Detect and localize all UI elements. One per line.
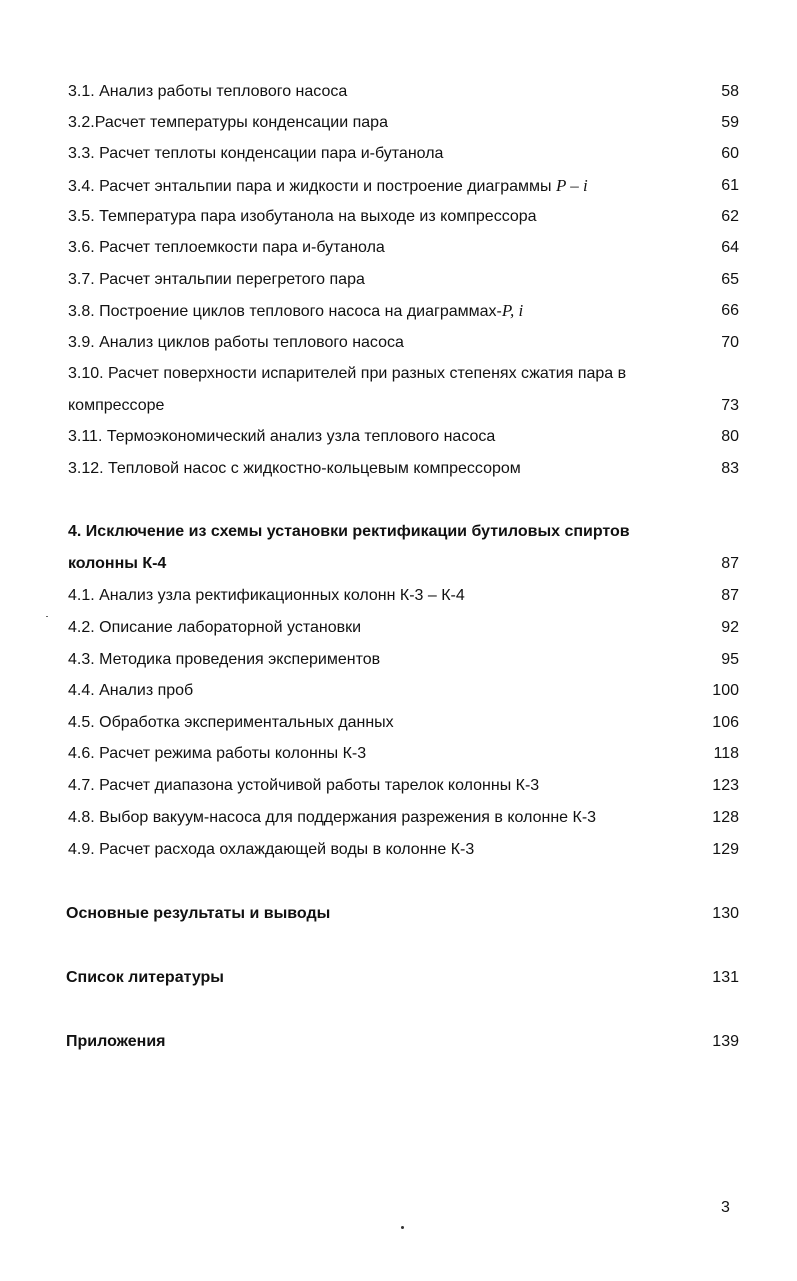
toc-entry <box>68 614 739 642</box>
toc-entry-page: 59 <box>721 114 739 131</box>
toc-entry-page: 92 <box>721 619 739 636</box>
math-expression: P, i <box>501 301 524 320</box>
toc-entry-page: 87 <box>721 587 739 604</box>
toc-entry-title: 4.8. Выбор вакуум-насоса для поддержания разрежения в колонне К-3 <box>68 809 597 826</box>
toc-entry <box>68 455 739 483</box>
toc-entry <box>68 360 739 388</box>
toc-entry-page: 139 <box>712 1033 739 1050</box>
toc-entry-page: 73 <box>721 397 739 414</box>
toc-entry <box>68 772 739 800</box>
toc-entry-title: 4.3. Методика проведения экспериментов <box>68 651 381 668</box>
toc-entry <box>68 78 739 106</box>
toc-entry <box>68 329 739 357</box>
toc-entry-page: 83 <box>721 460 739 477</box>
toc-entry <box>68 677 739 705</box>
toc-entry <box>68 836 739 864</box>
toc-entry-page: 87 <box>721 555 739 572</box>
toc-entry <box>68 804 739 832</box>
toc-entry-title: 3.7. Расчет энтальпии перегретого пара <box>68 271 365 288</box>
chapter-heading <box>68 550 739 578</box>
toc-entry-title: 3.9. Анализ циклов работы теплового насоса <box>68 334 404 351</box>
toc-entry-page: 106 <box>712 714 739 731</box>
toc-entry <box>68 740 739 768</box>
toc-entry <box>66 900 739 928</box>
toc-entry-title: 4.5. Обработка экспериментальных данных <box>68 714 394 731</box>
toc-entry <box>68 297 739 325</box>
toc-entry <box>68 140 739 168</box>
toc-entry-title: 4.4. Анализ проб <box>68 682 194 699</box>
toc-entry-page: 65 <box>721 271 739 288</box>
toc-entry-page: 58 <box>721 83 739 100</box>
toc-entry-title-text: 3.4. Расчет энтальпии пара и жидкости и построение диаграммы <box>68 178 556 195</box>
toc-entry-title-text: 3.8. Построение циклов теплового насоса на диаграммах- <box>68 303 502 320</box>
toc-entry-page: 131 <box>712 969 739 986</box>
toc-entry-title: 3.12. Тепловой насос с жидкостно-кольцевым компрессором <box>68 460 521 477</box>
chapter-heading-title: 4. Исключение из схемы установки ректификации бутиловых спиртов <box>68 523 630 540</box>
toc-entry-title: компрессоре <box>68 397 165 414</box>
toc-entry <box>68 266 739 294</box>
toc-entry <box>68 709 739 737</box>
toc-entry-page: 100 <box>712 682 739 699</box>
toc-entry-title: 4.9. Расчет расхода охлаждающей воды в колонне К-3 <box>68 841 475 858</box>
toc-entry-title: Список литературы <box>66 969 224 986</box>
toc-entry-title: Приложения <box>66 1033 166 1050</box>
toc-entry-title: Основные результаты и выводы <box>66 905 331 922</box>
toc-entry-title: 3.3. Расчет теплоты конденсации пара и-бутанола <box>68 145 444 162</box>
toc-entry <box>68 646 739 674</box>
scan-mark <box>46 616 48 617</box>
toc-entry-page: 66 <box>721 302 739 319</box>
toc-entry-title: 3.2.Расчет температуры конденсации пара <box>68 114 388 131</box>
toc-entry-title: 4.2. Описание лабораторной установки <box>68 619 362 636</box>
toc-entry-page: 129 <box>712 841 739 858</box>
toc-entry-title: 4.7. Расчет диапазона устойчивой работы тарелок колонны К-3 <box>68 777 540 794</box>
toc-entry <box>68 392 739 420</box>
toc-entry-title <box>68 172 588 201</box>
toc-entry-title: 3.1. Анализ работы теплового насоса <box>68 83 348 100</box>
math-expression: P – i <box>555 176 588 195</box>
toc-entry <box>68 423 739 451</box>
toc-entry-title: 4.6. Расчет режима работы колонны К-3 <box>68 745 367 762</box>
scan-dot <box>401 1226 404 1229</box>
toc-entry-title <box>68 297 523 326</box>
chapter-heading <box>68 518 739 546</box>
toc-entry <box>68 203 739 231</box>
toc-entry <box>68 172 739 200</box>
toc-entry <box>66 964 739 992</box>
toc-entry-title: 3.11. Термоэкономический анализ узла теплового насоса <box>68 428 496 445</box>
toc-entry-page: 60 <box>721 145 739 162</box>
toc-entry-title: 4.1. Анализ узла ректификационных колонн К-3 – К-4 <box>68 587 465 604</box>
toc-entry <box>68 109 739 137</box>
toc-entry-page: 130 <box>712 905 739 922</box>
toc-entry-page: 123 <box>712 777 739 794</box>
toc-entry-title: 3.5. Температура пара изобутанола на выходе из компрессора <box>68 208 537 225</box>
toc-entry-page: 128 <box>712 809 739 826</box>
toc-entry <box>66 1028 739 1056</box>
toc-entry <box>68 582 739 610</box>
toc-entry-title: 3.10. Расчет поверхности испарителей при разных степенях сжатия пара в <box>68 365 627 382</box>
toc-entry-page: 64 <box>721 239 739 256</box>
toc-entry-page: 61 <box>721 177 739 194</box>
chapter-heading-title: колонны К-4 <box>68 555 167 572</box>
toc-entry-page: 62 <box>721 208 739 225</box>
toc-entry-page: 95 <box>721 651 739 668</box>
toc-entry-title: 3.6. Расчет теплоемкости пара и-бутанола <box>68 239 385 256</box>
toc-entry <box>68 234 739 262</box>
toc-entry-page: 118 <box>713 745 739 762</box>
toc-entry-page: 80 <box>721 428 739 445</box>
page-number: 3 <box>721 1199 730 1216</box>
toc-entry-page: 70 <box>721 334 739 351</box>
